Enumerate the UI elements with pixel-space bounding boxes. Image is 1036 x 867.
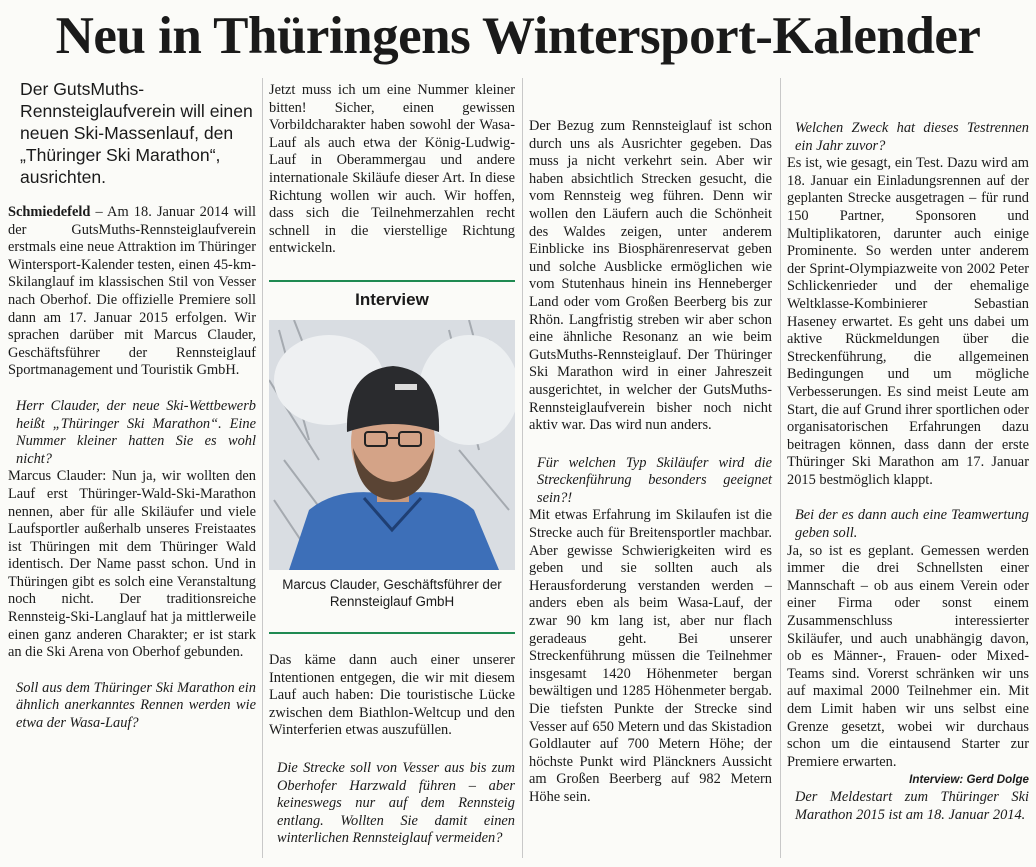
question-2: Soll aus dem Thüringer Ski Marathon ein ähnlich anerkanntes Rennen werden wie etwa der Wasa-Lauf? (16, 679, 256, 732)
intro-text: – Am 18. Januar 2014 will der GutsMuths-Rennsteiglaufverein erstmals eine neue Attraktion im Thüringer Wintersport-Kalender testen, einen 45-km-Skilanglauf im klassischen Stil von Vesser nach Oberhof. Die offizielle Premiere soll dann am 17. Januar 2015 erfolgen. Wir sprachen darüber mit Marcus Clauder, Geschäftsführer der Rennsteiglauf Sportmanagement und Touristik GmbH. (8, 204, 256, 379)
column-divider-2 (522, 78, 523, 858)
answer-3: Der Bezug zum Rennsteiglauf ist schon durch uns als Ausrichter gegeben. Das muss ja nicht verkehrt sein. Aber wir haben absichtlich Strecken gesucht, die vom Rennsteig weg führen. Denn wir wollen den Läufern auch die Schönheit des Waldes zeigen, unter anderem Einblicke ins Biosphärenreservat geben und solche Ausblicke ermöglichen wie vom Stutenhaus hinein ins Henneberger Land oder vom Großen Beerberg bis zur Rhön. Langfristig streben wir aber schon eine ähnliche Resonanz an wie beim GutsMuths-Rennsteiglauf. Der Thüringer Ski Marathon wird in einer Jahreszeit ausgerichtet, in welcher der GutsMuths-Rennsteiglaufverein bisher noch nicht aktiv war. Das wird nun anders. (529, 118, 772, 434)
question-5: Welchen Zweck hat dieses Testrennen ein Jahr zuvor? (795, 120, 1029, 154)
interview-bottom-rule (269, 632, 515, 634)
footnote: Der Meldestart zum Thüringer Ski Marathon 2015 ist am 18. Januar 2014. (795, 788, 1029, 823)
answer-1: Marcus Clauder: Nun ja, wir wollten den Lauf erst Thüringer-Wald-Ski-Marathon nennen, aber für alle Skiläufer und viele Laufsportler außerhalb unseres Freistaates ist Thüringen mit dem Thüringer Wald identisch. Der Name passt schon. Und in Thüringen gibt es solch eine Veranstaltung noch nicht. Der traditionsreiche Rennsteig-Ski-Langlauf hat ja mittlerweile einen ganz anderen Charakter; er ist stark an die Ski Arena von Oberhof gebunden. (8, 468, 256, 661)
column-2-lower (269, 652, 515, 848)
column-divider-3 (780, 78, 781, 858)
question-6: Bei der es dann auch eine Teamwertung geben soll. (795, 507, 1029, 542)
portrait-image (269, 320, 515, 570)
answer-6: Ja, so ist es geplant. Gemessen werden immer die drei Schnellsten einer Mannschaft – ob aus einem Verein oder einer Firma oder sonst einem Zusammenschluss interessierter Skiläufer, und auch unabhängig davon, ob es Männer-, Frauen- oder Mixed-Teams sind. Vorerst schränken wir uns auf maximal 2000 Teilnehmer ein. Mit dem Limit haben wir uns selbst eine Grenze gesetzt, wobei wir durchaus schon um die eintausend Starter zur Premiere erwarten. (787, 542, 1029, 770)
portrait-photo (269, 320, 515, 570)
column-1 (8, 78, 256, 733)
answer-2b: Das käme dann auch einer unserer Intentionen entgegen, die wir mit diesem Lauf auch haben: Die touristische Lücke zwischen dem Biathlon-Weltcup und den Winterferien etwas auszufüllen. (269, 652, 515, 739)
lead-text: Der GutsMuths-Rennsteiglaufverein will einen neuen Ski-Massenlauf, den „Thüringer Ski Marathon“, ausrichten. (20, 79, 253, 187)
question-1: Herr Clauder, der neue Ski-Wettbewerb heißt „Thüringer Ski Marathon“. Eine Nummer kleiner hatten Sie es wohl nicht? (16, 397, 256, 467)
dateline: Schmiedefeld (8, 204, 91, 220)
intro-paragraph (8, 204, 256, 380)
interview-label: Interview (355, 290, 429, 309)
column-2 (269, 82, 515, 258)
column-3 (529, 118, 772, 807)
answer-5: Es ist, wie gesagt, ein Test. Dazu wird am 18. Januar ein Einladungsrennen auf der geplanten Strecke ausgetragen – für rund 150 Partner, Sponsoren und Multiplikatoren, darunter auch einige Prominente. So werden unter anderem der Sprint-Olympiazweite von 2002 Peter Schlickenrieder und der ehemalige Weltklasse-Kombinierer Sebastian Haseney erwartet. Es geht uns dabei um aktive Rückmeldungen über die Streckenführung, die allgemeinen Bedingungen und um mögliche Verbesserungen. Es sind meist Leute am Start, die auf Grund ihrer sportlichen oder organisatorischen Erfahrungen dazu beitragen können, dass dann der erste Thüringer Ski Marathon am 17. Januar 2015 bestmöglich klappt. (787, 155, 1029, 488)
photo-caption: Marcus Clauder, Geschäftsführer der Rennsteiglauf GmbH (282, 577, 502, 609)
question-3: Die Strecke soll von Vesser aus bis zum Oberhofer Harzwald führen – aber keineswegs nur auf dem Rennsteig entlang. Wollten Sie damit einen winterlichen Rennsteiglauf vermeiden? (277, 759, 515, 847)
answer-4: Mit etwas Erfahrung im Skilaufen ist die Strecke auch für Breitensportler machbar. Aber gewisse Schwierigkeiten wird es geben und sie sollten auch als Herausforderung verstanden werden – anders eben als beim Wasa-Lauf, der zwar 90 km lang ist, aber nur flach geradeaus geht. Bei unserer Streckenführung müssen die Teilnehmer insgesamt 1420 Höhenmeter bergan bewältigen und 1285 Höhenmeter bergab. Die tiefsten Punkte der Strecke sind Vesser auf 650 Metern und das Skistadion Goldlauter auf 700 Metern Höhe; der höchste Punkt wird Plänckners Aussicht am Großen Beerberg auf 982 Metern Höhe sein. (529, 507, 772, 805)
interview-signature: Interview: Gerd Dolge (909, 773, 1029, 787)
interview-top-rule (269, 280, 515, 282)
answer-2: Jetzt muss ich um eine Nummer kleiner bitten! Sicher, einen gewissen Vorbildcharakter haben sowohl der Wasa-Lauf als auch etwa der König-Ludwig-Lauf in Oberammergau und andere internationale Skiläufe dieser Art. In diese Richtung wollen wir auch. Wir hoffen, dass sich die Teilnehmerzahlen recht schnell in die vierstellige Richtung entwickeln. (269, 82, 515, 257)
headline: Neu in Thüringens Wintersport-Kalender (55, 7, 981, 65)
column-divider-1 (262, 78, 263, 858)
column-4 (787, 102, 1029, 824)
question-4: Für welchen Typ Skiläufer wird die Streckenführung besonders geeignet sein?! (537, 454, 772, 506)
